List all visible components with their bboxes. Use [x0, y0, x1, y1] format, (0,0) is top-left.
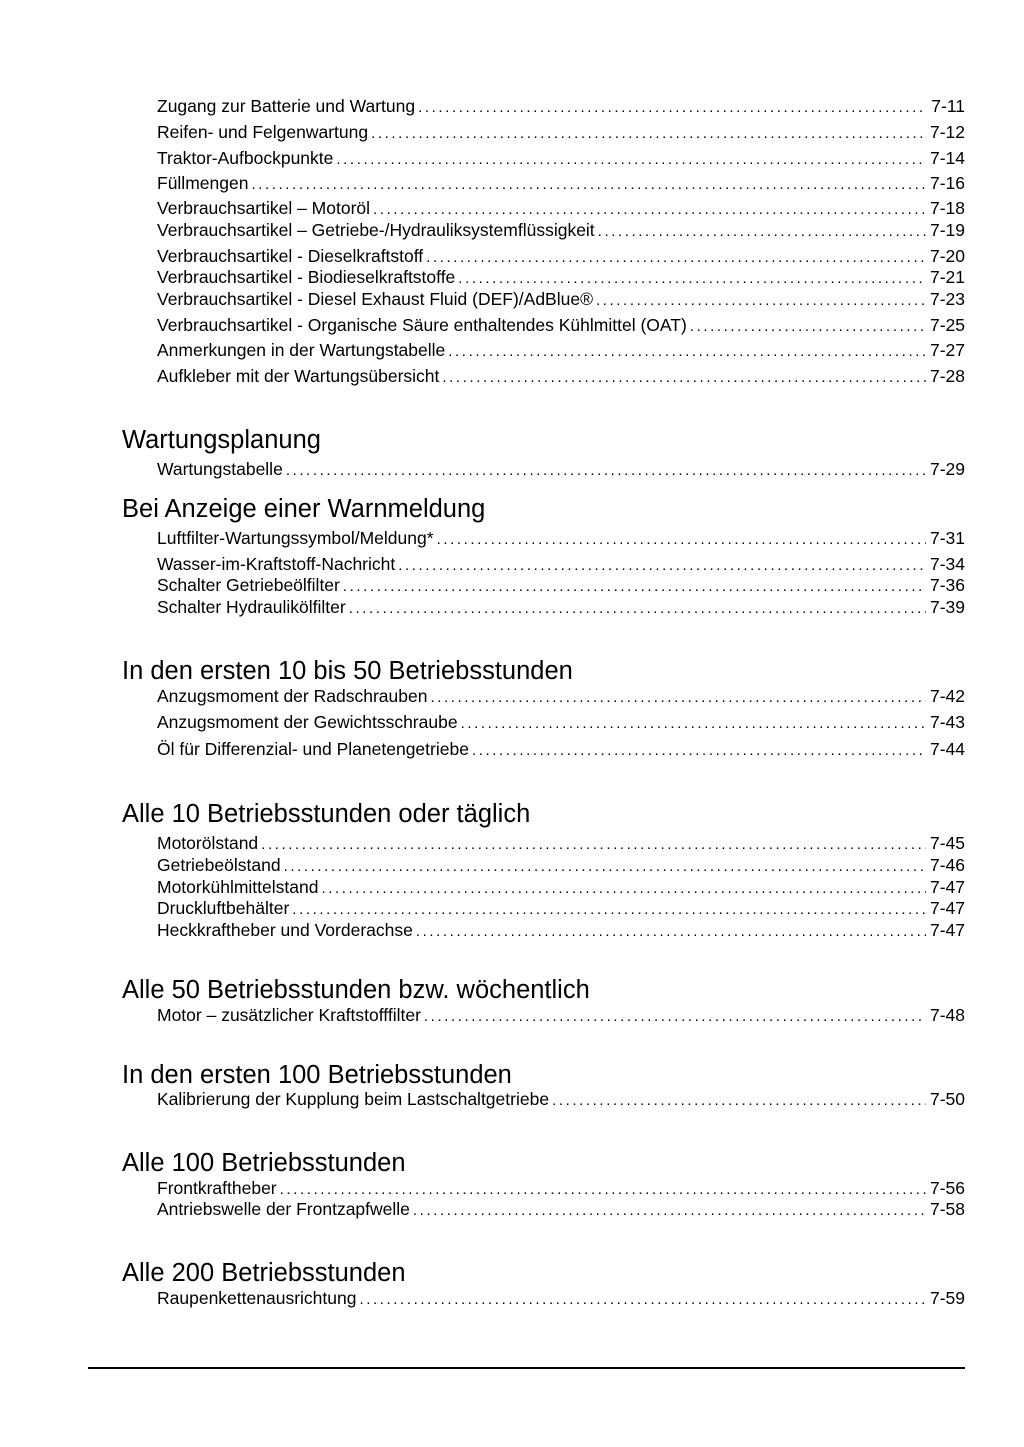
toc-entry[interactable] — [157, 711, 965, 733]
toc-entry[interactable] — [157, 738, 965, 760]
toc-entry-label: Traktor-Aufbockpunkte — [157, 148, 334, 168]
toc-entry-label: Verbrauchsartikel - Organische Säure enthaltendes Kühlmittel (OAT) — [157, 315, 687, 335]
toc-leader-dots — [458, 268, 926, 288]
toc-entry[interactable] — [157, 95, 965, 117]
toc-entry-label: Füllmengen — [157, 173, 249, 193]
toc-entry-label: Verbrauchsartikel - Diesel Exhaust Fluid (DEF)/AdBlue® — [157, 289, 593, 309]
toc-entry[interactable] — [157, 339, 965, 361]
toc-entry[interactable] — [157, 876, 965, 898]
toc-entry-page: 7-36 — [929, 575, 965, 595]
toc-leader-dots — [336, 149, 926, 169]
toc-entry[interactable] — [157, 574, 965, 596]
toc-entry[interactable] — [157, 685, 965, 707]
toc-entry-label: Wasser-im-Kraftstoff-Nachricht — [157, 554, 396, 574]
toc-leader-dots — [552, 1090, 926, 1110]
toc-entry-label: Getriebeölstand — [157, 855, 281, 875]
toc-entry-page: 7-28 — [929, 366, 965, 386]
toc-entry-label: Anmerkungen in der Wartungstabelle — [157, 340, 446, 360]
toc-leader-dots — [251, 174, 926, 194]
section-heading: Wartungsplanung — [122, 426, 321, 454]
toc-leader-dots — [418, 97, 927, 117]
toc-entry-label: Öl für Differenzial- und Planetengetriebe — [157, 739, 469, 759]
toc-entry[interactable] — [157, 172, 965, 194]
toc-entry-label: Verbrauchsartikel - Dieselkraftstoff — [157, 246, 424, 266]
toc-entry-label: Wartungstabelle — [157, 459, 283, 479]
toc-entry[interactable] — [157, 266, 965, 288]
toc-entry-label: Motorölstand — [157, 833, 259, 853]
toc-leader-dots — [416, 921, 926, 941]
toc-entry-label: Druckluftbehälter — [157, 898, 290, 918]
toc-leader-dots — [596, 290, 926, 310]
toc-leader-dots — [343, 576, 926, 596]
toc-leader-dots — [280, 1179, 926, 1199]
toc-leader-dots — [261, 834, 926, 854]
toc-entry[interactable] — [157, 919, 965, 941]
toc-entry-page: 7-11 — [931, 96, 965, 116]
toc-entry-page: 7-39 — [929, 597, 965, 617]
toc-leader-dots — [398, 555, 926, 575]
section-heading: Alle 50 Betriebsstunden bzw. wöchentlich — [122, 976, 590, 1004]
toc-leader-dots — [426, 247, 926, 267]
toc-leader-dots — [437, 529, 926, 549]
toc-entry-label: Zugang zur Batterie und Wartung — [157, 96, 416, 116]
toc-leader-dots — [442, 367, 926, 387]
toc-entry-page: 7-18 — [929, 198, 965, 218]
section-heading: Alle 10 Betriebsstunden oder täglich — [122, 800, 531, 828]
toc-entry-label: Antriebswelle der Frontzapfwelle — [157, 1199, 410, 1219]
toc-entry-page: 7-48 — [929, 1005, 965, 1025]
toc-entry[interactable] — [157, 527, 965, 549]
toc-entry-page: 7-43 — [929, 712, 965, 732]
toc-entry-page: 7-59 — [929, 1288, 965, 1308]
toc-entry[interactable] — [157, 197, 965, 219]
toc-entry[interactable] — [157, 1088, 965, 1110]
toc-entry[interactable] — [157, 314, 965, 336]
toc-entry[interactable] — [157, 365, 965, 387]
toc-entry-page: 7-25 — [929, 315, 965, 335]
toc-entry-page: 7-42 — [929, 686, 965, 706]
toc-entry-page: 7-16 — [929, 173, 965, 193]
toc-leader-dots — [286, 460, 926, 480]
toc-entry-label: Anzugsmoment der Radschrauben — [157, 686, 428, 706]
toc-entry-page: 7-47 — [929, 920, 965, 940]
toc-entry[interactable] — [157, 1004, 965, 1026]
toc-entry-page: 7-29 — [929, 459, 965, 479]
toc-entry-label: Luftfilter-Wartungssymbol/Meldung* — [157, 528, 434, 548]
toc-entry-label: Kalibrierung der Kupplung beim Lastschaltgetriebe — [157, 1089, 550, 1109]
toc-entry-page: 7-31 — [929, 528, 965, 548]
toc-entry[interactable] — [157, 596, 965, 618]
toc-entry-page: 7-47 — [929, 898, 965, 918]
toc-leader-dots — [373, 199, 926, 219]
section-heading: Bei Anzeige einer Warnmeldung — [122, 495, 486, 523]
toc-leader-dots — [690, 316, 926, 336]
toc-entry[interactable] — [157, 854, 965, 876]
toc-leader-dots — [430, 687, 926, 707]
footer-divider — [88, 1367, 965, 1369]
toc-entry[interactable] — [157, 1287, 965, 1309]
toc-entry-label: Schalter Getriebeölfilter — [157, 575, 340, 595]
toc-leader-dots — [284, 856, 926, 876]
toc-entry-page: 7-21 — [929, 267, 965, 287]
toc-entry-label: Motorkühlmittelstand — [157, 877, 319, 897]
toc-entry[interactable] — [157, 832, 965, 854]
toc-leader-dots — [321, 878, 926, 898]
toc-entry-page: 7-20 — [929, 246, 965, 266]
toc-entry-page: 7-12 — [929, 122, 965, 142]
toc-entry-label: Aufkleber mit der Wartungsübersicht — [157, 366, 440, 386]
toc-entry-page: 7-45 — [929, 833, 965, 853]
toc-entry-page: 7-47 — [929, 877, 965, 897]
section-heading: In den ersten 100 Betriebsstunden — [122, 1061, 512, 1089]
toc-entry[interactable] — [157, 121, 965, 143]
toc-entry-page: 7-56 — [929, 1178, 965, 1198]
toc-entry-page: 7-27 — [929, 340, 965, 360]
toc-leader-dots — [598, 221, 926, 241]
toc-leader-dots — [413, 1200, 926, 1220]
toc-entry-page: 7-44 — [929, 739, 965, 759]
toc-entry-page: 7-50 — [929, 1089, 965, 1109]
toc-entry-label: Schalter Hydraulikölfilter — [157, 597, 346, 617]
toc-entry-label: Reifen- und Felgenwartung — [157, 122, 369, 142]
toc-leader-dots — [371, 123, 926, 143]
section-heading: In den ersten 10 bis 50 Betriebsstunden — [122, 657, 573, 685]
toc-entry-label: Verbrauchsartikel - Biodieselkraftstoffe — [157, 267, 456, 287]
toc-entry-label: Verbrauchsartikel – Getriebe-/Hydrauliksystemflüssigkeit — [157, 220, 595, 240]
toc-entry-page: 7-34 — [929, 554, 965, 574]
toc-entry[interactable] — [157, 147, 965, 169]
toc-entry-page: 7-23 — [929, 289, 965, 309]
toc-entry-label: Motor – zusätzlicher Kraftstofffilter — [157, 1005, 421, 1025]
toc-entry-page: 7-58 — [929, 1199, 965, 1219]
toc-entry-label: Verbrauchsartikel – Motoröl — [157, 198, 371, 218]
toc-entry[interactable] — [157, 219, 965, 241]
toc-entry[interactable] — [157, 897, 965, 919]
toc-leader-dots — [359, 1289, 926, 1309]
toc-entry-page: 7-46 — [929, 855, 965, 875]
toc-leader-dots — [292, 899, 926, 919]
toc-leader-dots — [472, 740, 926, 760]
section-heading: Alle 100 Betriebsstunden — [122, 1149, 406, 1177]
toc-leader-dots — [461, 713, 926, 733]
toc-entry[interactable] — [157, 1198, 965, 1220]
toc-entry[interactable] — [157, 288, 965, 310]
toc-entry[interactable] — [157, 553, 965, 575]
toc-entry-label: Frontkraftheber — [157, 1178, 277, 1198]
toc-entry-page: 7-14 — [929, 148, 965, 168]
toc-leader-dots — [349, 598, 926, 618]
toc-entry[interactable] — [157, 245, 965, 267]
section-heading: Alle 200 Betriebsstunden — [122, 1259, 406, 1287]
toc-entry-label: Heckkraftheber und Vorderachse — [157, 920, 413, 940]
toc-entry[interactable] — [157, 1177, 965, 1199]
toc-entry-label: Anzugsmoment der Gewichtsschraube — [157, 712, 458, 732]
toc-entry[interactable] — [157, 458, 965, 480]
toc-leader-dots — [448, 341, 926, 361]
toc-leader-dots — [424, 1006, 926, 1026]
toc-entry-label: Raupenkettenausrichtung — [157, 1288, 357, 1308]
toc-entry-page: 7-19 — [929, 220, 965, 240]
